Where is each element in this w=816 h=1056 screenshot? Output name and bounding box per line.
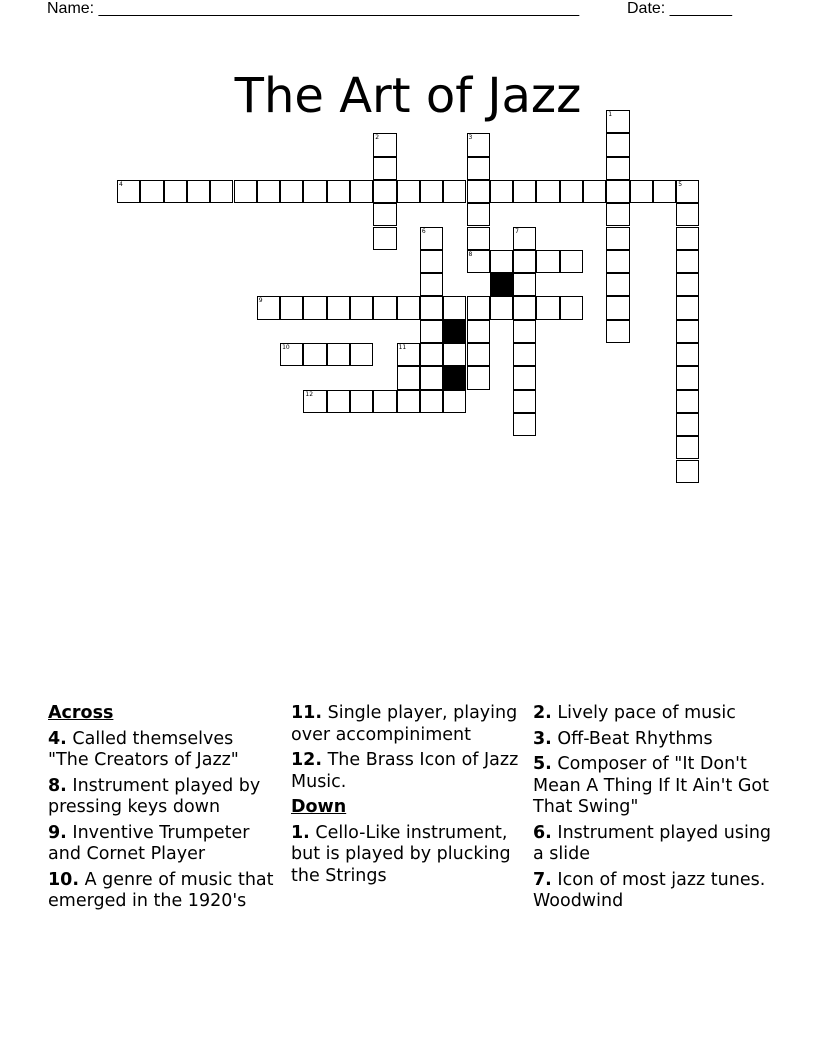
grid-cell[interactable] — [420, 250, 443, 273]
worksheet-header — [47, 0, 747, 18]
grid-cell[interactable] — [536, 180, 559, 203]
grid-cell[interactable] — [606, 227, 629, 250]
grid-cell[interactable] — [443, 180, 466, 203]
grid-cell[interactable] — [327, 296, 350, 319]
grid-cell[interactable] — [653, 180, 676, 203]
grid-cell[interactable] — [117, 180, 140, 203]
grid-cell[interactable] — [606, 296, 629, 319]
grid-block — [490, 273, 513, 296]
clue-across-10[interactable] — [48, 870, 278, 913]
clue-text: Instrument played by pressing keys down — [48, 775, 261, 817]
clue-number: 2. — [533, 703, 552, 723]
grid-cell[interactable] — [373, 180, 396, 203]
grid-cell[interactable] — [513, 390, 536, 413]
grid-cell[interactable] — [280, 296, 303, 319]
grid-cell[interactable] — [490, 296, 513, 319]
grid-cell[interactable] — [676, 296, 699, 319]
grid-cell[interactable] — [676, 203, 699, 226]
grid-cell[interactable] — [467, 250, 490, 273]
clue-number: 6. — [533, 822, 552, 843]
grid-cell[interactable] — [513, 296, 536, 319]
clue-number: 3. — [533, 728, 552, 749]
grid-cell[interactable] — [536, 296, 559, 319]
clue-number: 4. — [48, 728, 67, 749]
grid-cell[interactable] — [676, 413, 699, 436]
grid-cell[interactable] — [303, 180, 326, 203]
grid-cell[interactable] — [420, 366, 443, 389]
grid-cell[interactable] — [606, 157, 629, 180]
clue-number: 9. — [48, 822, 67, 843]
grid-cell[interactable] — [536, 250, 559, 273]
cell-number: 8 — [468, 250, 473, 258]
grid-cell[interactable] — [187, 180, 210, 203]
grid-cell[interactable] — [397, 296, 420, 319]
clue-number: 1. — [291, 822, 310, 843]
grid-cell[interactable] — [164, 180, 187, 203]
grid-cell[interactable] — [303, 296, 326, 319]
grid-cell[interactable] — [373, 133, 396, 156]
grid-cell[interactable] — [420, 180, 443, 203]
cell-number: 9 — [258, 297, 263, 305]
page-title: The Art of Jazz — [234, 68, 582, 125]
clue-down-7[interactable] — [533, 870, 773, 913]
clue-column-2 — [291, 703, 521, 891]
clue-across-8[interactable] — [48, 776, 278, 819]
grid-cell[interactable] — [676, 180, 699, 203]
grid-cell[interactable] — [606, 180, 629, 203]
grid-cell[interactable] — [467, 366, 490, 389]
grid-cell[interactable] — [467, 203, 490, 226]
grid-cell[interactable] — [583, 180, 606, 203]
cell-number: 3 — [468, 134, 473, 142]
clue-text: Single player, playing over accompiniment — [291, 703, 518, 745]
grid-cell[interactable] — [373, 203, 396, 226]
grid-cell[interactable] — [373, 227, 396, 250]
grid-cell[interactable] — [467, 180, 490, 203]
grid-cell[interactable] — [443, 343, 466, 366]
grid-cell[interactable] — [676, 366, 699, 389]
grid-cell[interactable] — [560, 296, 583, 319]
grid-cell[interactable] — [350, 180, 373, 203]
across-heading: Across — [48, 703, 114, 723]
clue-text: Lively pace of music — [557, 703, 736, 723]
clue-down-2[interactable] — [533, 703, 773, 725]
grid-cell[interactable] — [606, 110, 629, 133]
grid-cell[interactable] — [676, 343, 699, 366]
grid-cell[interactable] — [676, 436, 699, 459]
grid-cell[interactable] — [443, 390, 466, 413]
grid-cell[interactable] — [373, 390, 396, 413]
grid-cell[interactable] — [397, 366, 420, 389]
grid-cell[interactable] — [630, 180, 653, 203]
clue-number: 11. — [291, 703, 323, 723]
grid-cell[interactable] — [467, 320, 490, 343]
name-field[interactable]: Name: ______________________________________________________ — [47, 0, 580, 17]
grid-cell[interactable] — [490, 180, 513, 203]
grid-cell[interactable] — [420, 343, 443, 366]
date-field[interactable]: Date: _______ — [627, 0, 732, 17]
cell-number: 7 — [515, 227, 519, 235]
grid-cell[interactable] — [676, 390, 699, 413]
grid-cell[interactable] — [327, 180, 350, 203]
grid-cell[interactable] — [513, 180, 536, 203]
clue-text: The Brass Icon of Jazz Music. — [291, 750, 519, 792]
grid-cell[interactable] — [560, 180, 583, 203]
clue-across-4[interactable] — [48, 729, 278, 772]
grid-cell[interactable] — [676, 227, 699, 250]
crossword-grid — [117, 110, 700, 485]
cell-number: 5 — [678, 180, 683, 188]
grid-cell[interactable] — [397, 390, 420, 413]
grid-cell[interactable] — [676, 460, 699, 483]
clue-text: A genre of music that emerged in the 1920's — [48, 869, 274, 911]
clue-number: 8. — [48, 775, 67, 796]
grid-cell[interactable] — [350, 296, 373, 319]
grid-cell[interactable] — [606, 273, 629, 296]
grid-cell[interactable] — [303, 390, 326, 413]
grid-cell[interactable] — [327, 390, 350, 413]
clue-down-6[interactable] — [533, 823, 773, 866]
grid-cell[interactable] — [280, 180, 303, 203]
grid-cell[interactable] — [513, 413, 536, 436]
clue-number: 5. — [533, 754, 552, 774]
clue-text: Icon of most jazz tunes. Woodwind — [533, 869, 766, 911]
grid-cell[interactable] — [467, 133, 490, 156]
down-heading: Down — [291, 797, 347, 817]
grid-cell[interactable] — [676, 250, 699, 273]
grid-cell[interactable] — [513, 227, 536, 250]
clue-number: 12. — [291, 750, 323, 770]
grid-cell[interactable] — [420, 296, 443, 319]
grid-block — [443, 320, 466, 343]
grid-cell[interactable] — [397, 343, 420, 366]
grid-cell[interactable] — [676, 273, 699, 296]
clue-number: 7. — [533, 869, 552, 890]
cell-number: 6 — [421, 227, 426, 235]
grid-cell[interactable] — [257, 296, 280, 319]
clue-down-1[interactable] — [291, 823, 521, 888]
grid-cell[interactable] — [513, 320, 536, 343]
grid-cell[interactable] — [350, 390, 373, 413]
grid-cell[interactable] — [257, 180, 280, 203]
grid-cell[interactable] — [513, 343, 536, 366]
clue-text: Composer of "It Don't Mean A Thing If It Ain't Got That Swing" — [533, 754, 769, 817]
grid-cell[interactable] — [140, 180, 163, 203]
grid-cell[interactable] — [606, 133, 629, 156]
grid-cell[interactable] — [397, 180, 420, 203]
grid-cell[interactable] — [467, 343, 490, 366]
clue-number: 10. — [48, 869, 80, 890]
grid-cell[interactable] — [373, 296, 396, 319]
clue-down-5[interactable] — [533, 754, 773, 819]
grid-cell[interactable] — [467, 157, 490, 180]
grid-cell[interactable] — [373, 157, 396, 180]
grid-cell[interactable] — [467, 296, 490, 319]
grid-cell[interactable] — [676, 320, 699, 343]
clue-text: Instrument played using a slide — [533, 822, 772, 864]
clue-column-3 — [533, 703, 773, 917]
grid-cell[interactable] — [327, 343, 350, 366]
clue-text: Called themselves "The Creators of Jazz" — [48, 728, 239, 770]
clue-down-3[interactable] — [533, 729, 773, 751]
cell-number: 12 — [305, 390, 314, 398]
cell-number: 1 — [608, 111, 613, 118]
grid-cell[interactable] — [606, 203, 629, 226]
cell-number: 4 — [119, 180, 123, 188]
clue-across-11[interactable] — [291, 703, 521, 746]
clue-across-9[interactable] — [48, 823, 278, 866]
grid-cell[interactable] — [606, 250, 629, 273]
cell-number: 11 — [398, 344, 407, 351]
grid-cell[interactable] — [606, 320, 629, 343]
clue-text: Inventive Trumpeter and Cornet Player — [48, 822, 250, 864]
grid-cell[interactable] — [420, 390, 443, 413]
cell-number: 10 — [282, 344, 290, 351]
grid-cell[interactable] — [560, 250, 583, 273]
grid-cell[interactable] — [350, 343, 373, 366]
grid-cell[interactable] — [210, 180, 233, 203]
grid-cell[interactable] — [443, 296, 466, 319]
grid-cell[interactable] — [467, 227, 490, 250]
grid-cell[interactable] — [513, 273, 536, 296]
clue-text: Cello-Like instrument, but is played by plucking the Strings — [291, 822, 511, 886]
grid-cell[interactable] — [420, 273, 443, 296]
grid-cell[interactable] — [280, 343, 303, 366]
grid-cell[interactable] — [420, 320, 443, 343]
grid-cell[interactable] — [303, 343, 326, 366]
grid-block — [443, 366, 466, 389]
grid-cell[interactable] — [490, 250, 513, 273]
clue-text: Off-Beat Rhythms — [557, 728, 713, 749]
cell-number: 2 — [375, 134, 380, 142]
grid-cell[interactable] — [234, 180, 257, 203]
clue-across-12[interactable] — [291, 750, 521, 793]
clue-column-1 — [48, 703, 278, 917]
grid-cell[interactable] — [513, 250, 536, 273]
grid-cell[interactable] — [420, 227, 443, 250]
grid-cell[interactable] — [513, 366, 536, 389]
